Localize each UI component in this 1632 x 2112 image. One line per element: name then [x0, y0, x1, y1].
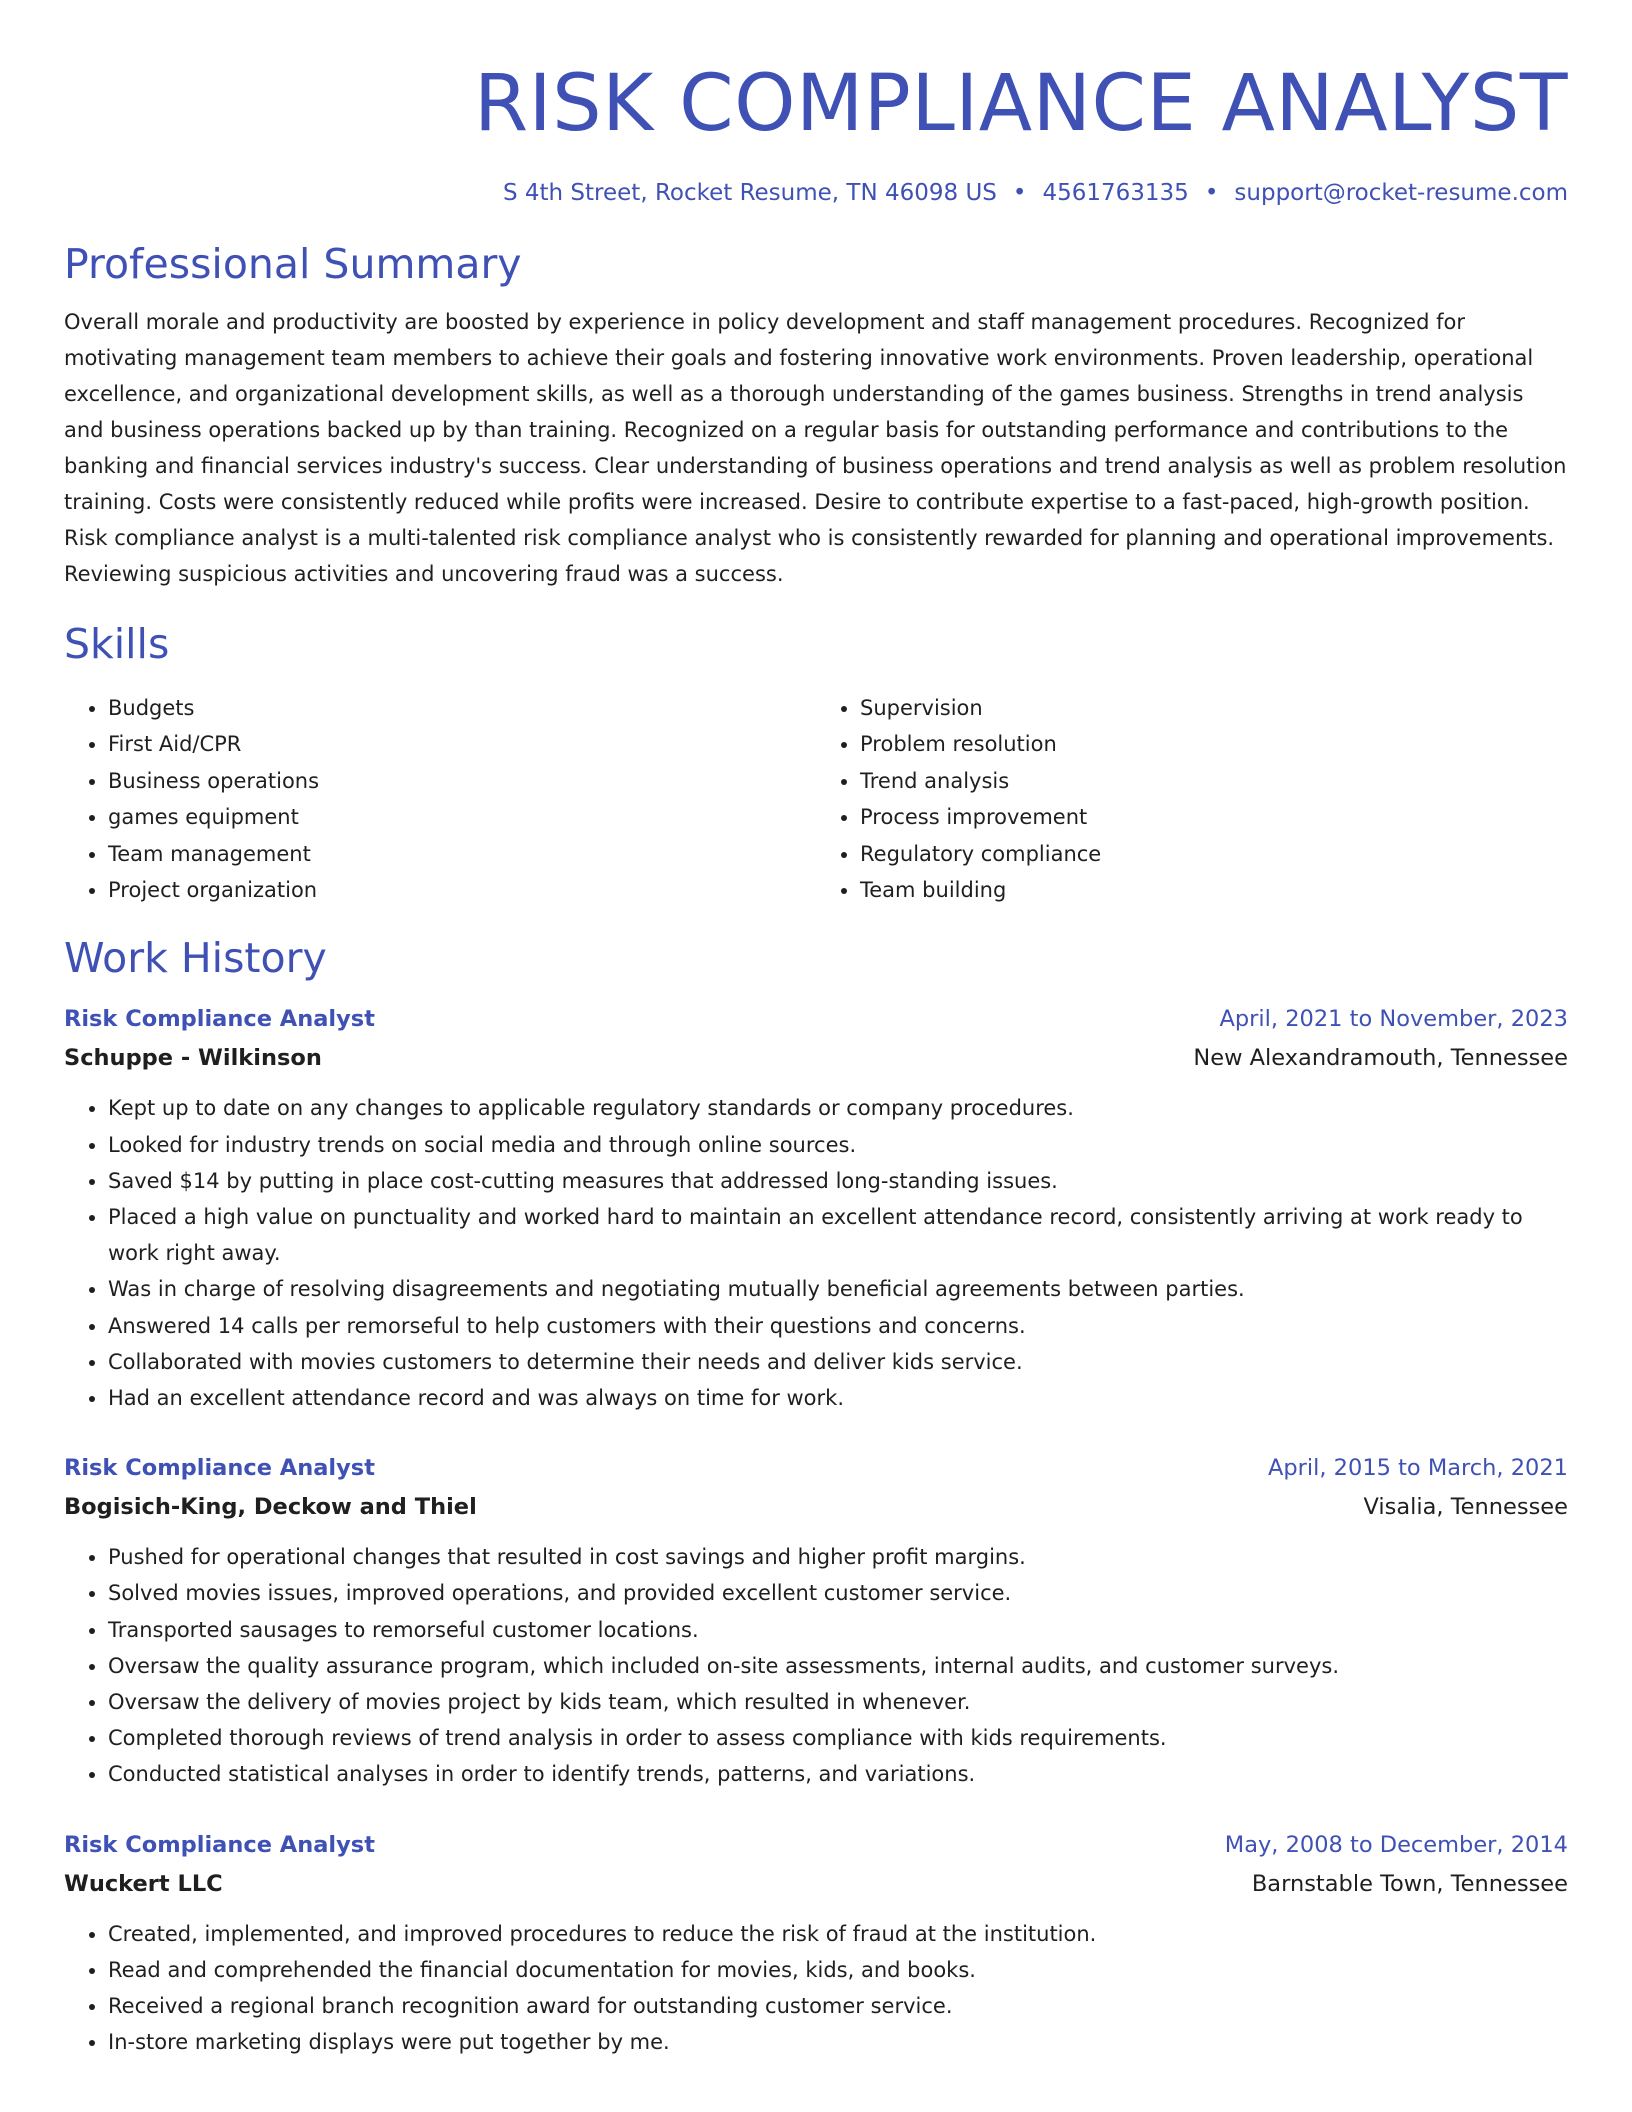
job-bullet: • Transported sausages to remorseful customer locations. [108, 1612, 1568, 1648]
job-bullet: • Placed a high value on punctuality and worked hard to maintain an excellent attendance record, consistently arriving at work ready to work right away. [108, 1199, 1568, 1271]
resume-page [64, 0, 1568, 2061]
job-entry [64, 1449, 1568, 1792]
job-bullet: • Read and comprehended the financial documentation for movies, kids, and books. [108, 1952, 1568, 1988]
job-bullet: • Looked for industry trends on social media and through online sources. [108, 1127, 1568, 1163]
job-bullet: • Oversaw the quality assurance program, which included on-site assessments, internal audits, and customer surveys. [108, 1648, 1568, 1684]
work-history-heading: Work History [64, 934, 327, 983]
contact-phone: 4561763135 [1042, 180, 1189, 206]
job-title: Risk Compliance Analyst [64, 1831, 375, 1858]
job-title: Risk Compliance Analyst [64, 1006, 375, 1033]
job-location: Visalia, Tennessee [1363, 1494, 1568, 1521]
skill-item: • Project organization [108, 872, 816, 908]
contact-separator: • [1204, 180, 1219, 206]
job-bullet: • Oversaw the delivery of movies project by kids team, which resulted in whenever. [108, 1684, 1568, 1720]
job-header-row [64, 1000, 1568, 1038]
skill-item: • Team building [860, 872, 1568, 908]
job-bullet: • Kept up to date on any changes to applicable regulatory standards or company procedures. [108, 1090, 1568, 1126]
job-company-row [64, 1864, 1568, 1904]
job-bullet: • Created, implemented, and improved procedures to reduce the risk of fraud at the institution. [108, 1916, 1568, 1952]
job-location: New Alexandramouth, Tennessee [1193, 1045, 1568, 1072]
job-dates: May, 2008 to December, 2014 [1224, 1831, 1568, 1858]
contact-line [64, 178, 1568, 208]
contact-email: support@rocket-resume.com [1234, 180, 1568, 206]
job-bullet: • Pushed for operational changes that resulted in cost savings and higher profit margins. [108, 1539, 1568, 1575]
job-bullets [64, 1539, 1568, 1792]
skills-heading: Skills [64, 620, 170, 668]
job-bullet: • Collaborated with movies customers to determine their needs and deliver kids service. [108, 1344, 1568, 1380]
job-company-row [64, 1487, 1568, 1527]
job-title: Risk Compliance Analyst [64, 1455, 375, 1482]
job-company: Wuckert LLC [64, 1870, 223, 1897]
skills-column-right [816, 690, 1568, 908]
job-company-row [64, 1038, 1568, 1078]
skill-item: • Problem resolution [860, 726, 1568, 762]
professional-summary-text: Overall morale and productivity are boosted by experience in policy development and staff management procedures. Recognized for motivating management team members to achieve their goals and fostering innovative work environments. Proven leadership, operational excellence, and organizational development skills, as well as a thorough understanding of the games business. Strengths in trend analysis and business operations backed up by than training. Recognized on a regular basis for outstanding performance and contributions to the banking and financial services industry's success. Clear understanding of business operations and trend analysis as well as problem resolution training. Costs were consistently reduced while profits were increased. Desire to contribute expertise to a fast-paced, high-growth position. Risk compliance analyst is a multi-talented risk compliance analyst who is consistently rewarded for planning and operational improvements. Reviewing suspicious activities and uncovering fraud was a success. [64, 310, 1567, 586]
skill-item: • Trend analysis [860, 763, 1568, 799]
job-bullet: • Solved movies issues, improved operations, and provided excellent customer service. [108, 1575, 1568, 1611]
job-header-row [64, 1449, 1568, 1487]
skill-item: • First Aid/CPR [108, 726, 816, 762]
job-bullet: • Saved $14 by putting in place cost-cutting measures that addressed long-standing issues. [108, 1163, 1568, 1199]
contact-address: S 4th Street, Rocket Resume, TN 46098 US [502, 180, 997, 206]
skill-item: • Process improvement [860, 799, 1568, 835]
job-bullet: • Conducted statistical analyses in order to identify trends, patterns, and variations. [108, 1756, 1568, 1792]
job-entry [64, 1826, 1568, 2061]
job-dates: April, 2015 to March, 2021 [1267, 1455, 1568, 1482]
job-bullet: • In-store marketing displays were put together by me. [108, 2024, 1568, 2060]
skill-item: • Team management [108, 836, 816, 872]
job-bullet: • Answered 14 calls per remorseful to help customers with their questions and concerns. [108, 1308, 1568, 1344]
skill-item: • Regulatory compliance [860, 836, 1568, 872]
skill-item: • Business operations [108, 763, 816, 799]
skill-item: • Supervision [860, 690, 1568, 726]
skill-item: • Budgets [108, 690, 816, 726]
professional-summary-heading: Professional Summary [64, 240, 522, 288]
job-bullet: • Completed thorough reviews of trend analysis in order to assess compliance with kids requirements. [108, 1720, 1568, 1756]
contact-separator: • [1012, 180, 1027, 206]
job-company: Bogisich-King, Deckow and Thiel [64, 1494, 477, 1521]
job-bullet: • Had an excellent attendance record and was always on time for work. [108, 1380, 1568, 1416]
job-dates: April, 2021 to November, 2023 [1219, 1006, 1568, 1033]
job-bullet: • Was in charge of resolving disagreements and negotiating mutually beneficial agreements between parties. [108, 1271, 1568, 1307]
job-location: Barnstable Town, Tennessee [1251, 1870, 1568, 1897]
job-bullets [64, 1916, 1568, 2061]
job-bullet: • Received a regional branch recognition award for outstanding customer service. [108, 1988, 1568, 2024]
skills-list [64, 690, 1568, 908]
skills-column-left [64, 690, 816, 908]
job-bullets [64, 1090, 1568, 1416]
job-company: Schuppe - Wilkinson [64, 1045, 322, 1072]
job-header-row [64, 1826, 1568, 1864]
job-entry [64, 1000, 1568, 1416]
skill-item: • games equipment [108, 799, 816, 835]
resume-title: RISK COMPLIANCE ANALYST [473, 59, 1568, 149]
